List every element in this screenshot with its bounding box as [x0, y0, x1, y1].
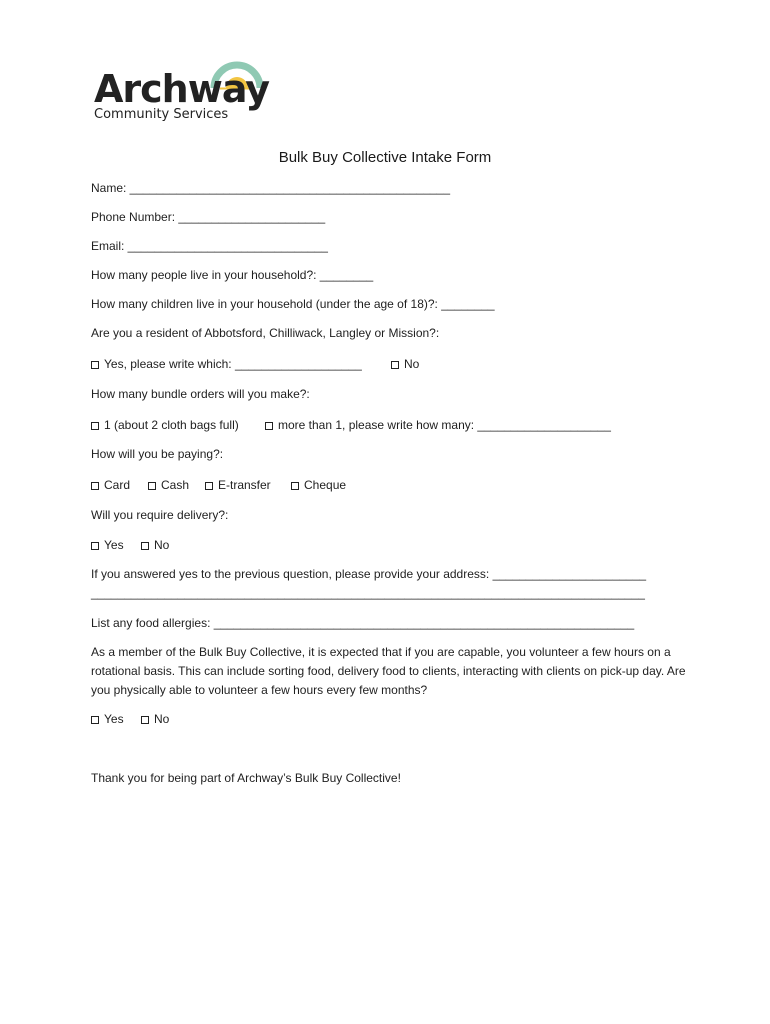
option-label: Cash — [161, 478, 190, 492]
payment-cheque-option[interactable] — [291, 477, 346, 493]
checkbox-icon[interactable] — [391, 361, 399, 369]
payment-etransfer-option[interactable] — [205, 477, 271, 493]
option-label: No — [154, 538, 170, 552]
volunteer-no-option[interactable] — [141, 711, 169, 727]
volunteer-question: As a member of the Bulk Buy Collective, it is expected that if you are capable, you volunteer a few hours on a rotational basis. This can include sorting food, delivery food to clients, interacting with clients on pick-up day. Are you physically able to volunteer a few hours every few months? — [91, 645, 686, 697]
checkbox-icon[interactable] — [91, 422, 99, 430]
checkbox-icon[interactable] — [205, 482, 213, 490]
option-label: Cheque — [304, 478, 347, 492]
archway-logo — [92, 48, 270, 128]
delivery-question: Will you require delivery?: — [91, 508, 229, 522]
resident-question: Are you a resident of Abbotsford, Chilliwack, Langley or Mission?: — [91, 326, 440, 340]
option-label: Yes — [104, 712, 124, 726]
form-title: Bulk Buy Collective Intake Form — [278, 149, 492, 166]
option-label: No — [404, 357, 420, 371]
option-label: more than 1, please write how many: ____________________ — [278, 418, 611, 432]
allergies-field[interactable]: List any food allergies: _______________________________________________________________ — [91, 616, 635, 630]
delivery-yes-option[interactable] — [91, 537, 124, 553]
name-field[interactable]: Name: ________________________________________________ — [91, 181, 451, 195]
logo-subtitle: Community Services — [94, 107, 229, 122]
checkbox-icon[interactable] — [91, 482, 99, 490]
bundle-one-option[interactable] — [91, 417, 239, 433]
thank-you-note: Thank you for being part of Archway’s Bulk Buy Collective! — [91, 771, 401, 785]
resident-no-option[interactable] — [391, 356, 419, 372]
option-label: 1 (about 2 cloth bags full) — [104, 418, 239, 432]
option-label: Yes — [104, 538, 124, 552]
checkbox-icon[interactable] — [148, 482, 156, 490]
option-label: Card — [104, 478, 131, 492]
payment-cash-option[interactable] — [148, 477, 189, 493]
checkbox-icon[interactable] — [91, 542, 99, 550]
option-label: Yes, please write which: ___________________ — [104, 357, 362, 371]
payment-card-option[interactable] — [91, 477, 130, 493]
option-label: E-transfer — [218, 478, 271, 492]
phone-field[interactable]: Phone Number: ______________________ — [91, 210, 326, 224]
resident-yes-option[interactable] — [91, 356, 362, 372]
checkbox-icon[interactable] — [141, 716, 149, 724]
checkbox-icon[interactable] — [91, 716, 99, 724]
option-label: No — [154, 712, 170, 726]
delivery-no-option[interactable] — [141, 537, 169, 553]
bundle-question: How many bundle orders will you make?: — [91, 387, 310, 401]
address-line-2[interactable]: ___________________________________________________________________________________ — [91, 586, 645, 600]
address-field[interactable]: If you answered yes to the previous question, please provide your address: _______________________ — [91, 567, 647, 581]
checkbox-icon[interactable] — [91, 361, 99, 369]
volunteer-yes-option[interactable] — [91, 711, 124, 727]
email-field[interactable]: Email: ______________________________ — [91, 239, 328, 253]
checkbox-icon[interactable] — [265, 422, 273, 430]
household-children-field[interactable]: How many children live in your household (under the age of 18)?: ________ — [91, 297, 495, 311]
checkbox-icon[interactable] — [141, 542, 149, 550]
logo-wordmark: Archway — [94, 67, 270, 111]
payment-question: How will you be paying?: — [91, 447, 224, 461]
household-people-field[interactable]: How many people live in your household?: ________ — [91, 268, 374, 282]
bundle-more-option[interactable] — [265, 417, 611, 433]
checkbox-icon[interactable] — [291, 482, 299, 490]
